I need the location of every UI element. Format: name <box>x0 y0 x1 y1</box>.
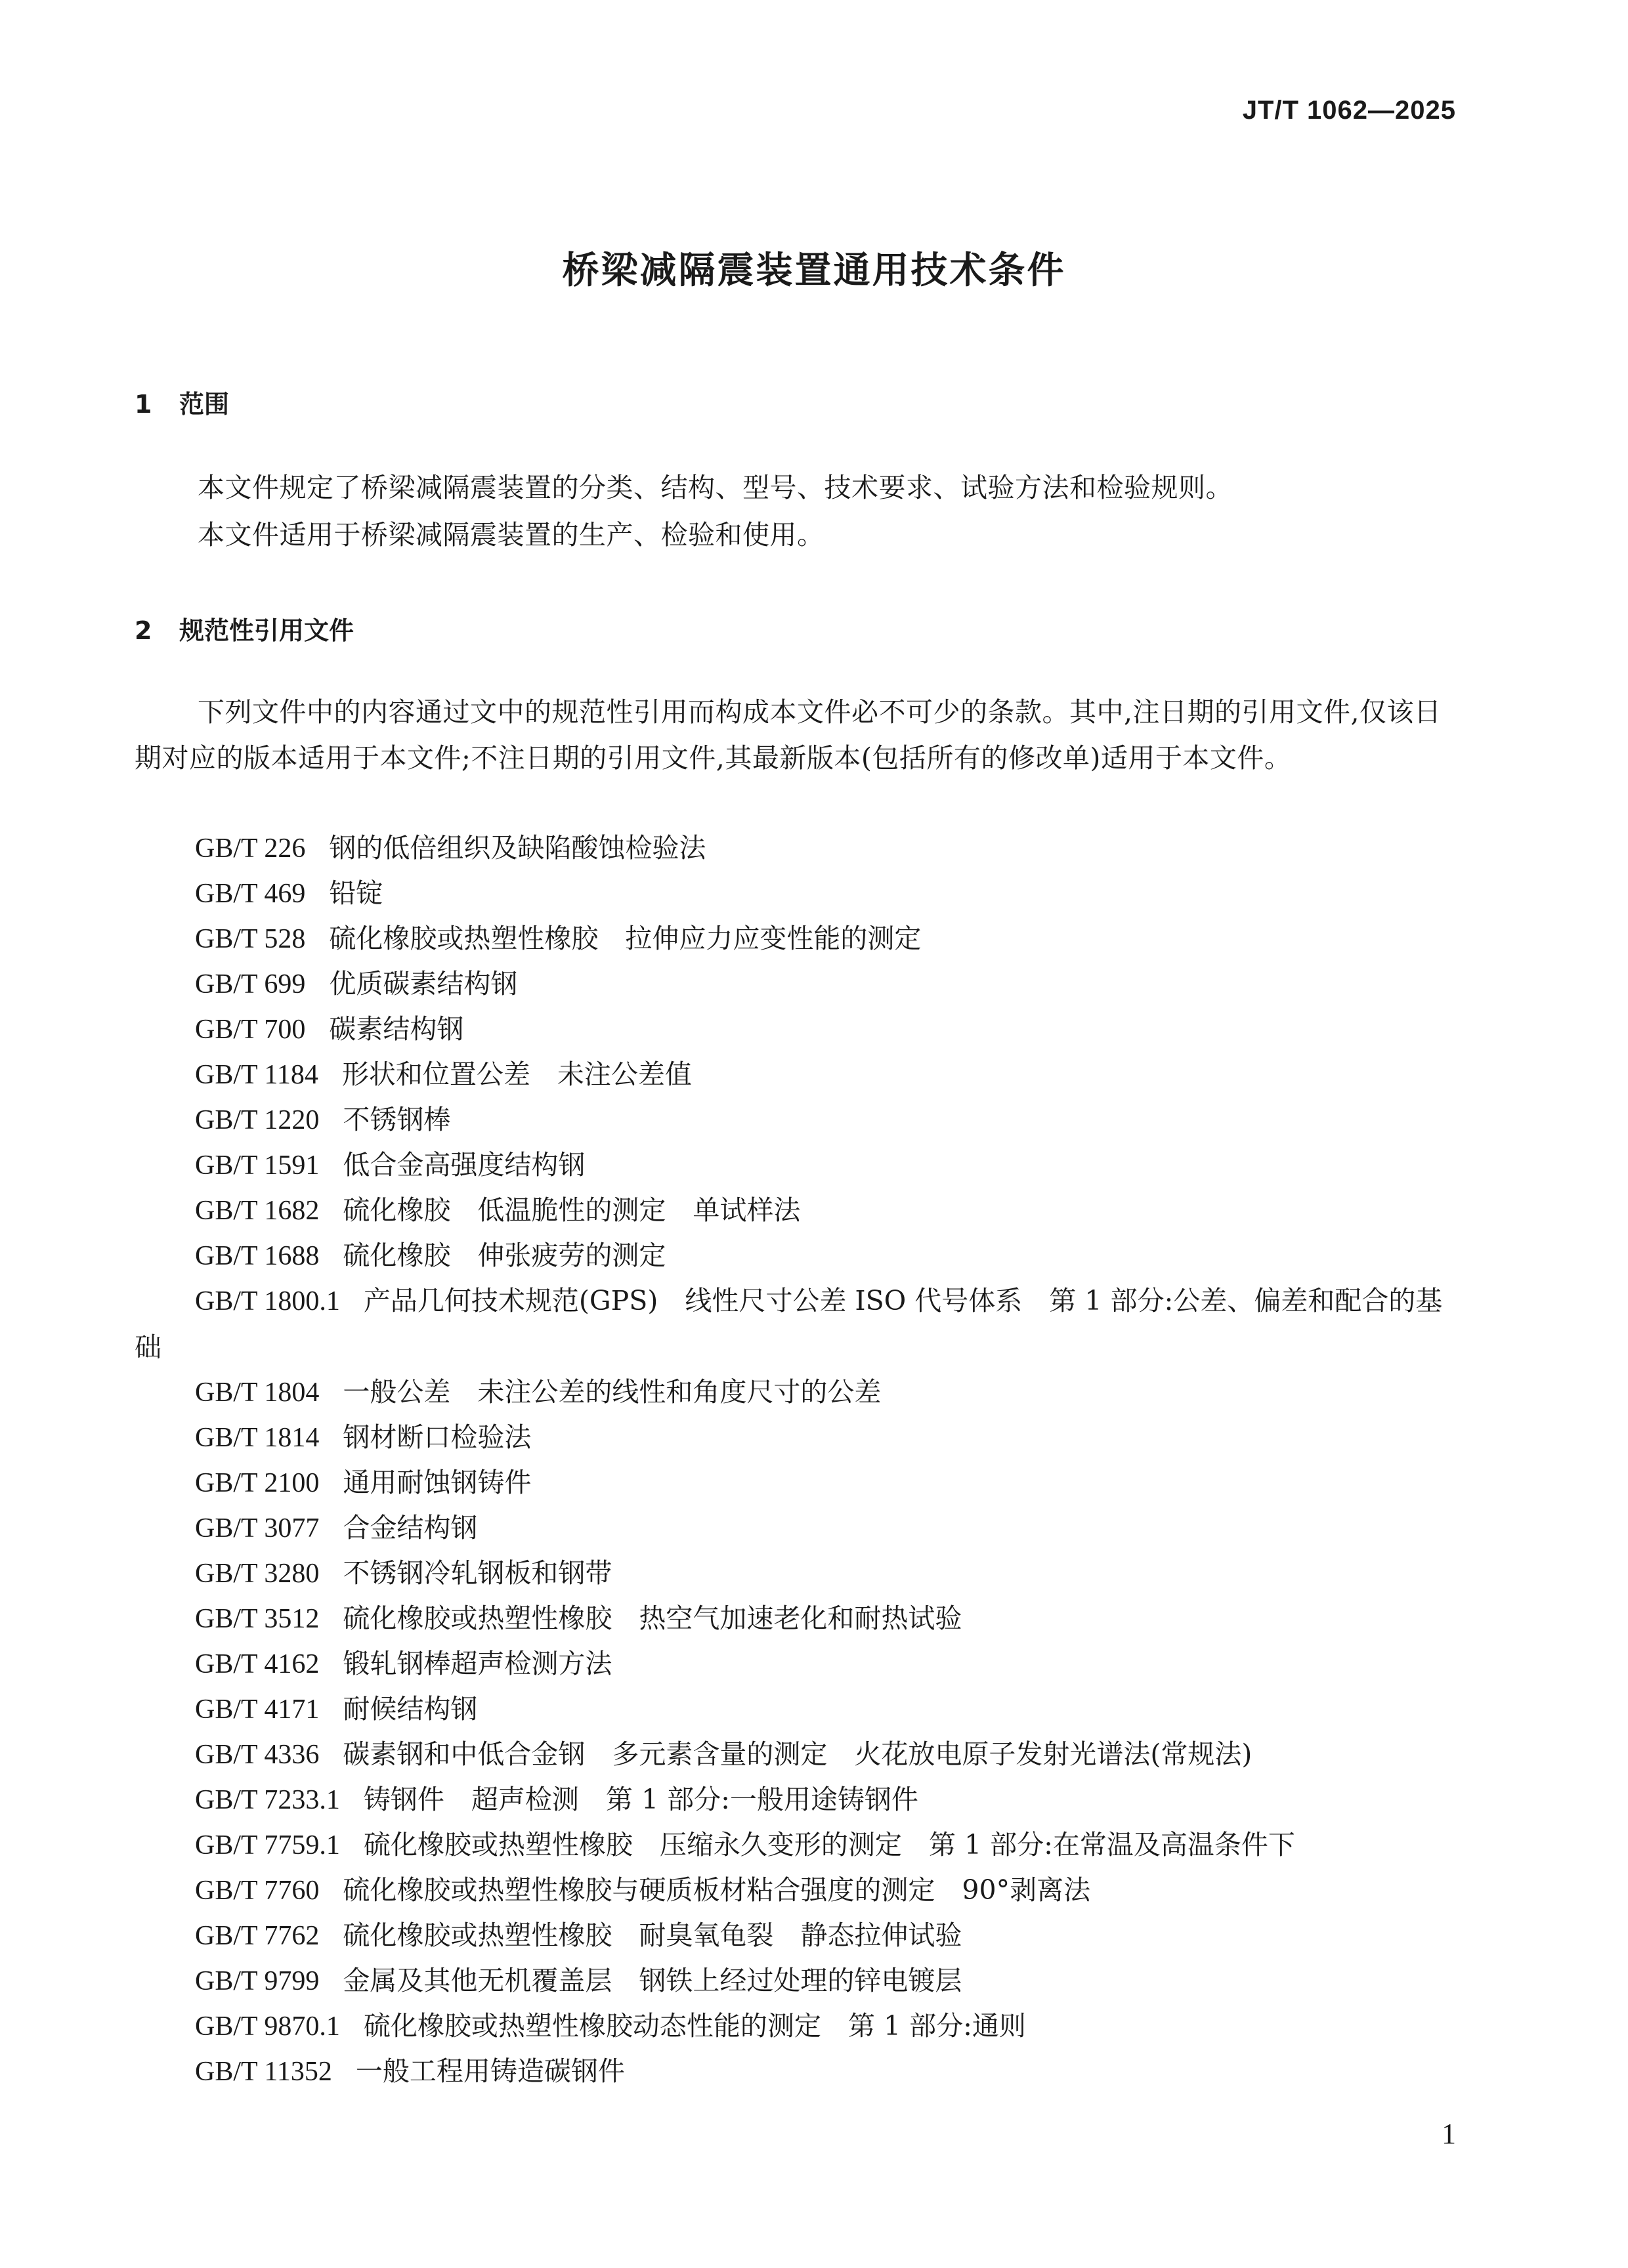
reference-title: 金属及其他无机覆盖层 钢铁上经过处理的锌电镀层 <box>343 1965 962 1996</box>
reference-code: GB/T 4162 <box>195 1649 320 1679</box>
reference-item <box>195 1734 1252 1774</box>
reference-code: GB/T 4171 <box>195 1694 320 1725</box>
reference-item <box>195 1009 463 1049</box>
section-number: 2 <box>135 616 152 645</box>
reference-title: 锻轧钢棒超声检测方法 <box>343 1648 612 1679</box>
reference-title: 钢材断口检验法 <box>343 1421 532 1453</box>
reference-title: 优质碳素结构钢 <box>329 968 518 999</box>
standard-code: JT/T 1062—2025 <box>1242 96 1456 125</box>
reference-item <box>195 873 383 914</box>
reference-title: 产品几何技术规范(GPS) 线性尺寸公差 ISO 代号体系 第 1 部分:公差、偏差和配合的基础 <box>135 1285 1443 1363</box>
reference-title: 硫化橡胶 伸张疲劳的测定 <box>343 1240 666 1271</box>
reference-title: 硫化橡胶或热塑性橡胶 耐臭氧龟裂 静态拉伸试验 <box>343 1920 962 1951</box>
reference-title: 铅锭 <box>329 877 383 909</box>
reference-item <box>195 1689 477 1729</box>
paragraph-text: 本文件适用于桥梁减隔震装置的生产、检验和使用。 <box>198 519 825 551</box>
reference-item <box>195 1372 881 1412</box>
reference-code: GB/T 1688 <box>195 1241 320 1271</box>
reference-item <box>195 828 706 868</box>
reference-code: GB/T 699 <box>195 969 306 999</box>
reference-item <box>195 1145 585 1185</box>
reference-code: GB/T 1220 <box>195 1105 320 1135</box>
reference-item <box>195 1644 612 1684</box>
reference-title: 硫化橡胶或热塑性橡胶 热空气加速老化和耐热试验 <box>343 1603 962 1634</box>
reference-code: GB/T 2100 <box>195 1468 320 1498</box>
reference-item <box>195 919 921 959</box>
reference-item <box>135 1278 1467 1370</box>
reference-code: GB/T 3512 <box>195 1604 320 1634</box>
reference-title: 碳素钢和中低合金钢 多元素含量的测定 火花放电原子发射光谱法(常规法) <box>343 1738 1253 1770</box>
reference-title: 通用耐蚀钢铸件 <box>343 1467 532 1498</box>
reference-code: GB/T 528 <box>195 924 306 954</box>
reference-code: GB/T 1682 <box>195 1196 320 1226</box>
reference-item <box>195 1100 450 1140</box>
reference-code: GB/T 7759.1 <box>195 1830 340 1860</box>
reference-title: 硫化橡胶或热塑性橡胶 压缩永久变形的测定 第 1 部分:在常温及高温条件下 <box>363 1829 1295 1860</box>
reference-item <box>195 1780 918 1820</box>
reference-item <box>195 1236 666 1276</box>
reference-title: 一般工程用铸造碳钢件 <box>355 2055 625 2087</box>
reference-item <box>195 1825 1295 1865</box>
reference-item <box>195 1961 962 2001</box>
reference-title: 铸钢件 超声检测 第 1 部分:一般用途铸钢件 <box>363 1784 918 1815</box>
reference-code: GB/T 3077 <box>195 1513 320 1544</box>
page-number: 1 <box>1442 2118 1456 2150</box>
scope-paragraph-1 <box>135 465 1461 511</box>
scope-paragraph-2 <box>135 512 1461 558</box>
reference-code: GB/T 9870.1 <box>195 2011 340 2042</box>
reference-item <box>195 2006 1026 2046</box>
paragraph-text: 本文件规定了桥梁减隔震装置的分类、结构、型号、技术要求、试验方法和检验规则。 <box>198 472 1233 503</box>
reference-item <box>195 1055 692 1095</box>
reference-title: 不锈钢冷轧钢板和钢带 <box>343 1557 612 1589</box>
section-number: 1 <box>135 390 152 419</box>
reference-title: 硫化橡胶或热塑性橡胶 拉伸应力应变性能的测定 <box>329 923 922 954</box>
reference-code: GB/T 7762 <box>195 1921 320 1951</box>
references-intro <box>135 689 1461 781</box>
reference-code: GB/T 4336 <box>195 1740 320 1770</box>
reference-item <box>195 1599 962 1639</box>
reference-code: GB/T 3280 <box>195 1559 320 1589</box>
reference-item <box>195 1553 612 1593</box>
reference-item <box>195 1190 800 1230</box>
reference-title: 形状和位置公差 未注公差值 <box>341 1059 692 1090</box>
document-title: 桥梁减隔震装置通用技术条件 <box>562 249 1066 292</box>
reference-title: 硫化橡胶 低温脆性的测定 单试样法 <box>343 1194 801 1226</box>
reference-code: GB/T 1184 <box>195 1060 318 1090</box>
section-1-heading <box>135 384 229 420</box>
reference-code: GB/T 7760 <box>195 1876 320 1906</box>
reference-code: GB/T 1804 <box>195 1377 320 1408</box>
reference-item <box>195 1418 531 1458</box>
reference-title: 低合金高强度结构钢 <box>343 1149 586 1181</box>
reference-code: GB/T 1814 <box>195 1423 320 1453</box>
reference-code: GB/T 1800.1 <box>195 1286 340 1316</box>
reference-code: GB/T 700 <box>195 1015 306 1045</box>
reference-code: GB/T 7233.1 <box>195 1785 340 1815</box>
reference-item <box>195 1870 1090 1910</box>
reference-item <box>195 2051 625 2091</box>
reference-item <box>195 1463 531 1503</box>
reference-title: 硫化橡胶或热塑性橡胶动态性能的测定 第 1 部分:通则 <box>363 2010 1026 2042</box>
reference-code: GB/T 9799 <box>195 1966 320 1996</box>
reference-title: 不锈钢棒 <box>343 1104 451 1135</box>
reference-code: GB/T 469 <box>195 879 306 909</box>
section-2-heading <box>135 610 354 646</box>
reference-title: 一般公差 未注公差的线性和角度尺寸的公差 <box>343 1376 882 1408</box>
paragraph-text: 下列文件中的内容通过文中的规范性引用而构成本文件必不可少的条款。其中,注日期的引用文件,仅该日期对应的版本适用于本文件;不注日期的引用文件,其最新版本(包括所有的修改单)适用于本文件。 <box>135 696 1442 774</box>
reference-item <box>195 1916 962 1956</box>
reference-code: GB/T 1591 <box>195 1150 320 1181</box>
reference-item <box>195 1508 477 1548</box>
section-title: 范围 <box>179 390 230 419</box>
section-title: 规范性引用文件 <box>179 616 354 645</box>
reference-item <box>195 964 517 1004</box>
reference-code: GB/T 226 <box>195 833 306 864</box>
reference-title: 硫化橡胶或热塑性橡胶与硬质板材粘合强度的测定 90°剥离法 <box>343 1874 1091 1906</box>
reference-title: 合金结构钢 <box>343 1512 478 1544</box>
reference-title: 耐候结构钢 <box>343 1693 478 1725</box>
reference-code: GB/T 11352 <box>195 2057 332 2087</box>
reference-title: 碳素结构钢 <box>329 1013 464 1045</box>
reference-title: 钢的低倍组织及缺陷酸蚀检验法 <box>329 832 706 864</box>
